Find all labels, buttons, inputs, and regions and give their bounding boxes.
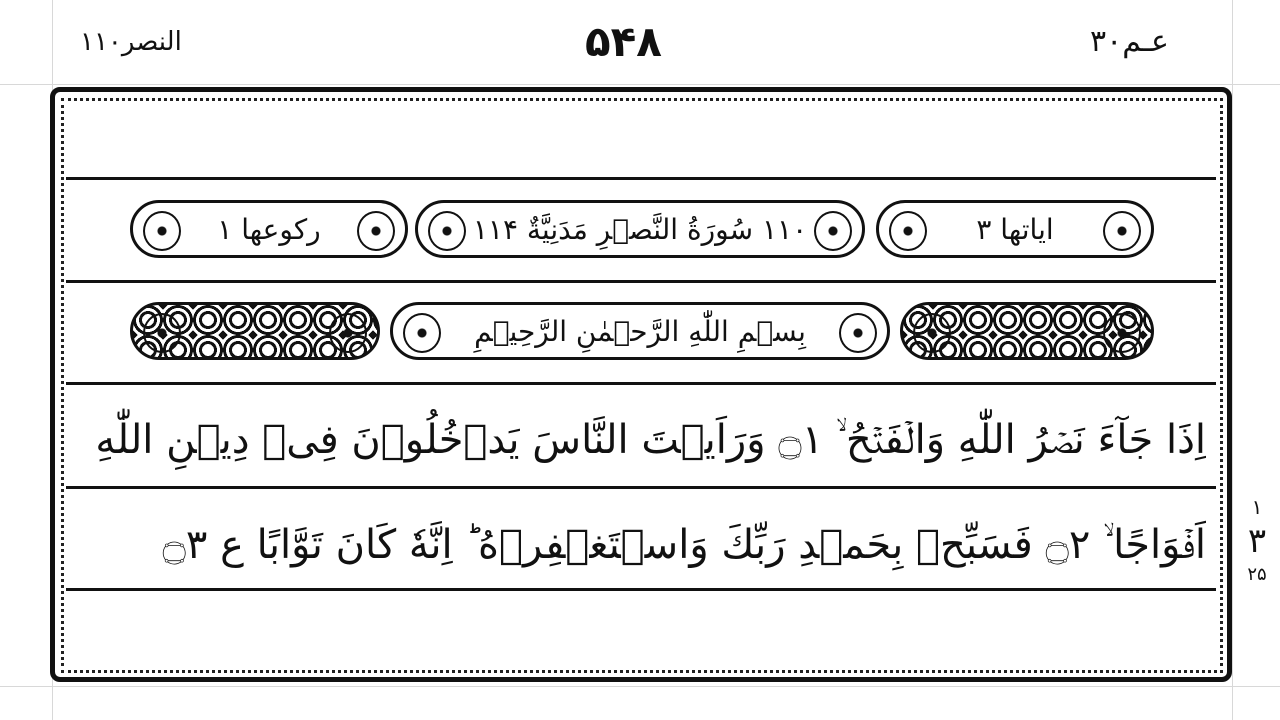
- verse-line-2: اَفۡوَاجًا ۙ ۝۲ فَسَبِّحۡ بِحَمۡدِ رَبِّكَ وَاسۡتَغۡفِرۡهُ ؕ اِنَّهٗ كَانَ تَوَّابًا ع ۝۳: [162, 522, 1206, 568]
- ruku-marker: [1238, 490, 1276, 600]
- para-reference: عـم۳۰: [1090, 24, 1169, 59]
- surah-title-cartouche: [415, 200, 865, 258]
- page-number: ۵۴۸: [585, 17, 662, 66]
- ornament-panel-right: [900, 302, 1154, 360]
- page-frame-dotted: [61, 98, 1223, 673]
- rule-1: [66, 177, 1216, 180]
- page-guide-bottom: [0, 686, 1280, 687]
- rule-3: [66, 382, 1216, 385]
- ruku-count-cartouche: [130, 200, 408, 258]
- ruku-marker-top: ۱: [1251, 495, 1263, 519]
- basmala: بِسۡمِ اللّٰهِ الرَّحۡمٰنِ الرَّحِيۡمِ: [474, 314, 806, 348]
- rule-4: [66, 486, 1216, 489]
- verse-line-1: اِذَا جَآءَ نَصۡرُ اللّٰهِ وَالۡفَتۡحُ ۙ ۝۱ وَرَاَيۡتَ النَّاسَ يَدۡخُلُوۡنَ فِىۡ دِيۡنِ اللّٰهِ: [95, 417, 1206, 463]
- basmala-cartouche: [390, 302, 890, 360]
- surah-title: ۱۱۰ سُورَةُ النَّصۡرِ مَدَنِيَّةٌ ۱۱۴: [472, 212, 808, 246]
- rule-5: [66, 588, 1216, 591]
- page-guide-right: [1232, 0, 1233, 720]
- ayah-count-cartouche: [876, 200, 1154, 258]
- rule-2: [66, 280, 1216, 283]
- ornament-panel-left: [130, 302, 380, 360]
- ayah-count: ایاتھا ۳: [976, 212, 1054, 246]
- ruku-marker-bottom: ۲۵: [1247, 564, 1267, 585]
- ruku-count: رکوعھا ۱: [217, 212, 321, 246]
- ruku-marker-middle: ۳: [1247, 521, 1267, 561]
- surah-reference: النصر۱۱۰: [80, 27, 182, 57]
- page-guide-top: [0, 84, 1280, 85]
